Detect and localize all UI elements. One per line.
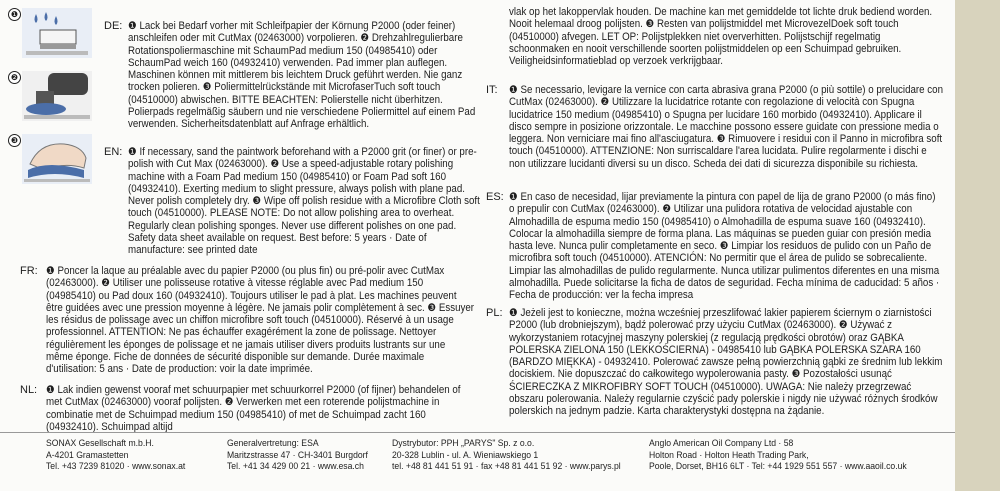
footer-aaoil (649, 437, 907, 472)
lang-code-en: EN: (104, 146, 123, 158)
step-1-number: ❶ (8, 8, 21, 21)
footer-parys-line: tel. +48 81 441 51 91 · fax +48 81 441 51 92 · www.parys.pl (392, 460, 621, 471)
sanding-block-icon (22, 8, 92, 58)
step-2-number: ❷ (8, 71, 21, 84)
polishing-machine-icon (22, 71, 92, 121)
footer-aaoil-line: Holton Road · Holton Heath Trading Park, (649, 448, 809, 460)
footer-aaoil-line: Anglo American Oil Company Ltd · 58 (649, 437, 794, 448)
lang-code-nl: NL: (20, 384, 38, 396)
lang-code-fr: FR: (20, 265, 38, 277)
section-fr-text: ❶ Poncer la laque au préalable avec du papier P2000 (ou plus fin) ou pré-polir avec CutMax (02463000). ❷ Utiliser une polisseuse rotative à vitesse réglable avec Pad medium 150 (04985410) ou Pad doux 160 (04932410). Toujours utiliser le pad à plat. Les machines peuvent être guidées avec une pression moyenne à légère. Ne jamais polir complètement à sec. ❸ Essuyer les résidus de polissage avec un chiffon microfibre soft touch (04510000). Réservé à un usage professionnel. ATTENTION: Ne pas échauffer exagérément la zone de polissage. Nettoyer régulièrement les éponges de polissage et ne jamais utiliser divers produits lustrants sur une même éponge. Fiche de données de sécurité disponible sur demande. Durée maximale d'utilisation: 5 ans · Date de production: voir la date imprimée. (46, 265, 475, 376)
footer-sonax-line: A-4201 Gramastetten (46, 448, 129, 460)
footer-aaoil-line: Poole, Dorset, BH16 6LT · Tel: +44 1929 551 557 · www.aaoil.co.uk (649, 460, 907, 471)
lang-code-es: ES: (486, 191, 504, 203)
lang-code-pl: PL: (486, 307, 503, 319)
footer-sonax (46, 437, 185, 472)
side-strip (955, 0, 1000, 491)
distributor-footer (0, 432, 955, 491)
hand-cloth-icon (22, 134, 92, 184)
step-2-illustration (10, 71, 92, 121)
footer-esa-line: Generalvertretung: ESA (227, 437, 319, 448)
section-nl-text: ❶ Lak indien gewenst vooraf met schuurpapier met schuurkorrel P2000 (of fijner) behandelen of met CutMax (02463000) vooraf polijsten. ❷ Verwerken met een roterende polijstmachine in combinatie met de Schuimpad medium 150 (04985410) of met de Schuimpad zacht 160 (04932410). Schuimpad altijd (46, 384, 461, 433)
section-en-text: ❶ If necessary, sand the paintwork beforehand with a P2000 grit (or finer) or pre-polish with Cut Max (02463000). ❷ Use a speed-adjustable rotary polishing machine with a Foam Pad medium 150 (04985410) or Foam Pad soft 160 (04932410). Exerting medium to slight pressure, always polish with plane pad. Never polish completely dry. ❸ Wipe off polish residue with a Microfibre Cloth soft touch (04510000). PLEASE NOTE: Do not allow polishing area to overheat. Regularly clean polishing sponges. Never use different polishes on one pad. Safety data sheet available on request. Best before: 5 years · Date of manufacture: see printed date (128, 146, 480, 257)
lang-code-de: DE: (104, 20, 123, 32)
section-de-text: ❶ Lack bei Bedarf vorher mit Schleifpapier der Körnung P2000 (oder feiner) anschleifen oder mit CutMax (02463000) vorpolieren. ❷ Drehzahlregulierbare Rotationspoliermaschine mit SchaumPad medium 150 (04985410) oder SchaumPad weich 160 (04932410) verwenden. Pad immer plan auflegen. Maschinen können mit mittlerem bis leichtem Druck geführt werden. Nie ganz trocken polieren. ❸ Poliermittelrückstände mit MicrofaserTuch soft touch (04510000) abwischen. BITTE BEACHTEN: Polierstelle nicht überhitzen. Polierpads regelmäßig säubern und nie verschiedene Poliermittel auf einem Pad verwenden. Sicherheitsdatenblatt auf Anfrage erhältlich. (128, 20, 476, 131)
section-pl-text: ❶ Jeżeli jest to konieczne, można wcześniej przeszlifować lakier papierem ściernym o ziarnistości P2000 (lub drobniejszym), bądź polerować przy użyciu CutMax (02463000). ❷ Używać z wykorzystaniem rotacyjnej maszyny polerskiej (z regulacją prędkości obrotów) oraz GĄBKA POLERSKA ZIELONA 150 (LEKKOŚCIERNA) - 04985410 lub GĄBKA POLERSKA SZARA 160 (BARDZO MIĘKKA) - 04932410. Polerować zawsze pełną powierzchnią gąbki ze średnim lub lekkim dociskiem. Nie dopuszczać do całkowitego wypolerowania pasty. ❸ Pozostałości usunąć ŚCIERECZKA Z MIKROFIBRY SOFT TOUCH (04510000). UWAGA: Nie należy przegrzewać obszaru polerowania. Należy regularnie czyścić pady polerskie i nigdy nie używać różnych środków polerskich na jednym padzie. Karta charakterystyki dostępna na żądanie. (509, 307, 943, 418)
step-3-number: ❸ (8, 134, 21, 147)
lang-code-it: IT: (486, 84, 498, 96)
footer-esa-line: Maritzstrasse 47 · CH-3401 Burgdorf (227, 448, 368, 460)
step-1-illustration (10, 8, 92, 58)
section-nl-continued-text: vlak op het lakoppervlak houden. De machine kan met gemiddelde tot lichte druk bediend worden. Nooit helemaal droog polijsten. ❸ Resten van polijstmiddel met MicrovezelDoek soft touch (04510000) afvegen. LET OP: Polijstplekken niet oververhitten. Polijstschijf regelmatig schoonmaken en nooit verschillende soorten polijstmiddelen op een Schuimpad gebruiken. Veiligheidsinformatieblad op verzoek verkrijgbaar. (509, 6, 933, 68)
footer-esa (227, 437, 368, 472)
footer-parys (392, 437, 621, 472)
footer-esa-line: Tel. +41 34 429 00 21 · www.esa.ch (227, 460, 364, 471)
section-es-text: ❶ En caso de necesidad, lijar previamente la pintura con papel de lija de grano P2000 (o más fino) o prepulir con CutMax (02463000). ❷ Utilizar una pulidora rotativa de velocidad ajustable con Almohadilla de espuma medio 150 (04985410) o Almohadilla de espuma suave 160 (04932410). Colocar la almohadilla siempre de forma plana. Las máquinas se pueden guiar con presión media hasta leve. Nunca pulir completamente en seco. ❸ Limpiar los residuos de pulido con un Paño de microfibra soft touch (04510000). ATENCIÓN: No permitir que el área de pulido se sobrecaliente. Limpiar las almohadillas de pulido regularmente. Nunca utilizar pulimentos diferentes en una misma almohadilla. Puede solicitarse la ficha de datos de seguridad. Fecha mínima de caducidad: 5 años · Fecha de producción: ver la fecha impresa (509, 191, 940, 302)
footer-sonax-line: SONAX Gesellschaft m.b.H. (46, 437, 154, 448)
step-3-illustration (10, 134, 92, 184)
footer-parys-line: 20-328 Lublin - ul. A. Wieniawskiego 1 (392, 448, 539, 460)
footer-parys-line: Dystrybutor: PPH „PARYS" Sp. z o.o. (392, 437, 535, 448)
step-illustrations (8, 8, 96, 197)
footer-sonax-line: Tel. +43 7239 81020 · www.sonax.at (46, 460, 186, 471)
section-it-text: ❶ Se necessario, levigare la vernice con carta abrasiva grana P2000 (o più sottile) o prelucidare con CutMax (02463000). ❷ Utilizzare la lucidatrice rotante con regolazione di velocità con Spugna lucidatrice 150 medium (04985410) o Spugna per lucidare 160 morbido (04932410). Applicare il disco sempre in posizione orizzontale. Le macchine possono essere guidate con pressione media o leggera. Non verniciare mai fino all'asciugatura. ❸ Rimuovere i residui con il Panno in microfibra soft touch (04510000). ATTENZIONE: Non surriscaldare l'area lucidata. Pulire regolarmente i dischi e non utilizzare lucidanti diversi su un disco. Scheda dei dati di sicurezza disponibile su richiesta. (509, 84, 944, 170)
